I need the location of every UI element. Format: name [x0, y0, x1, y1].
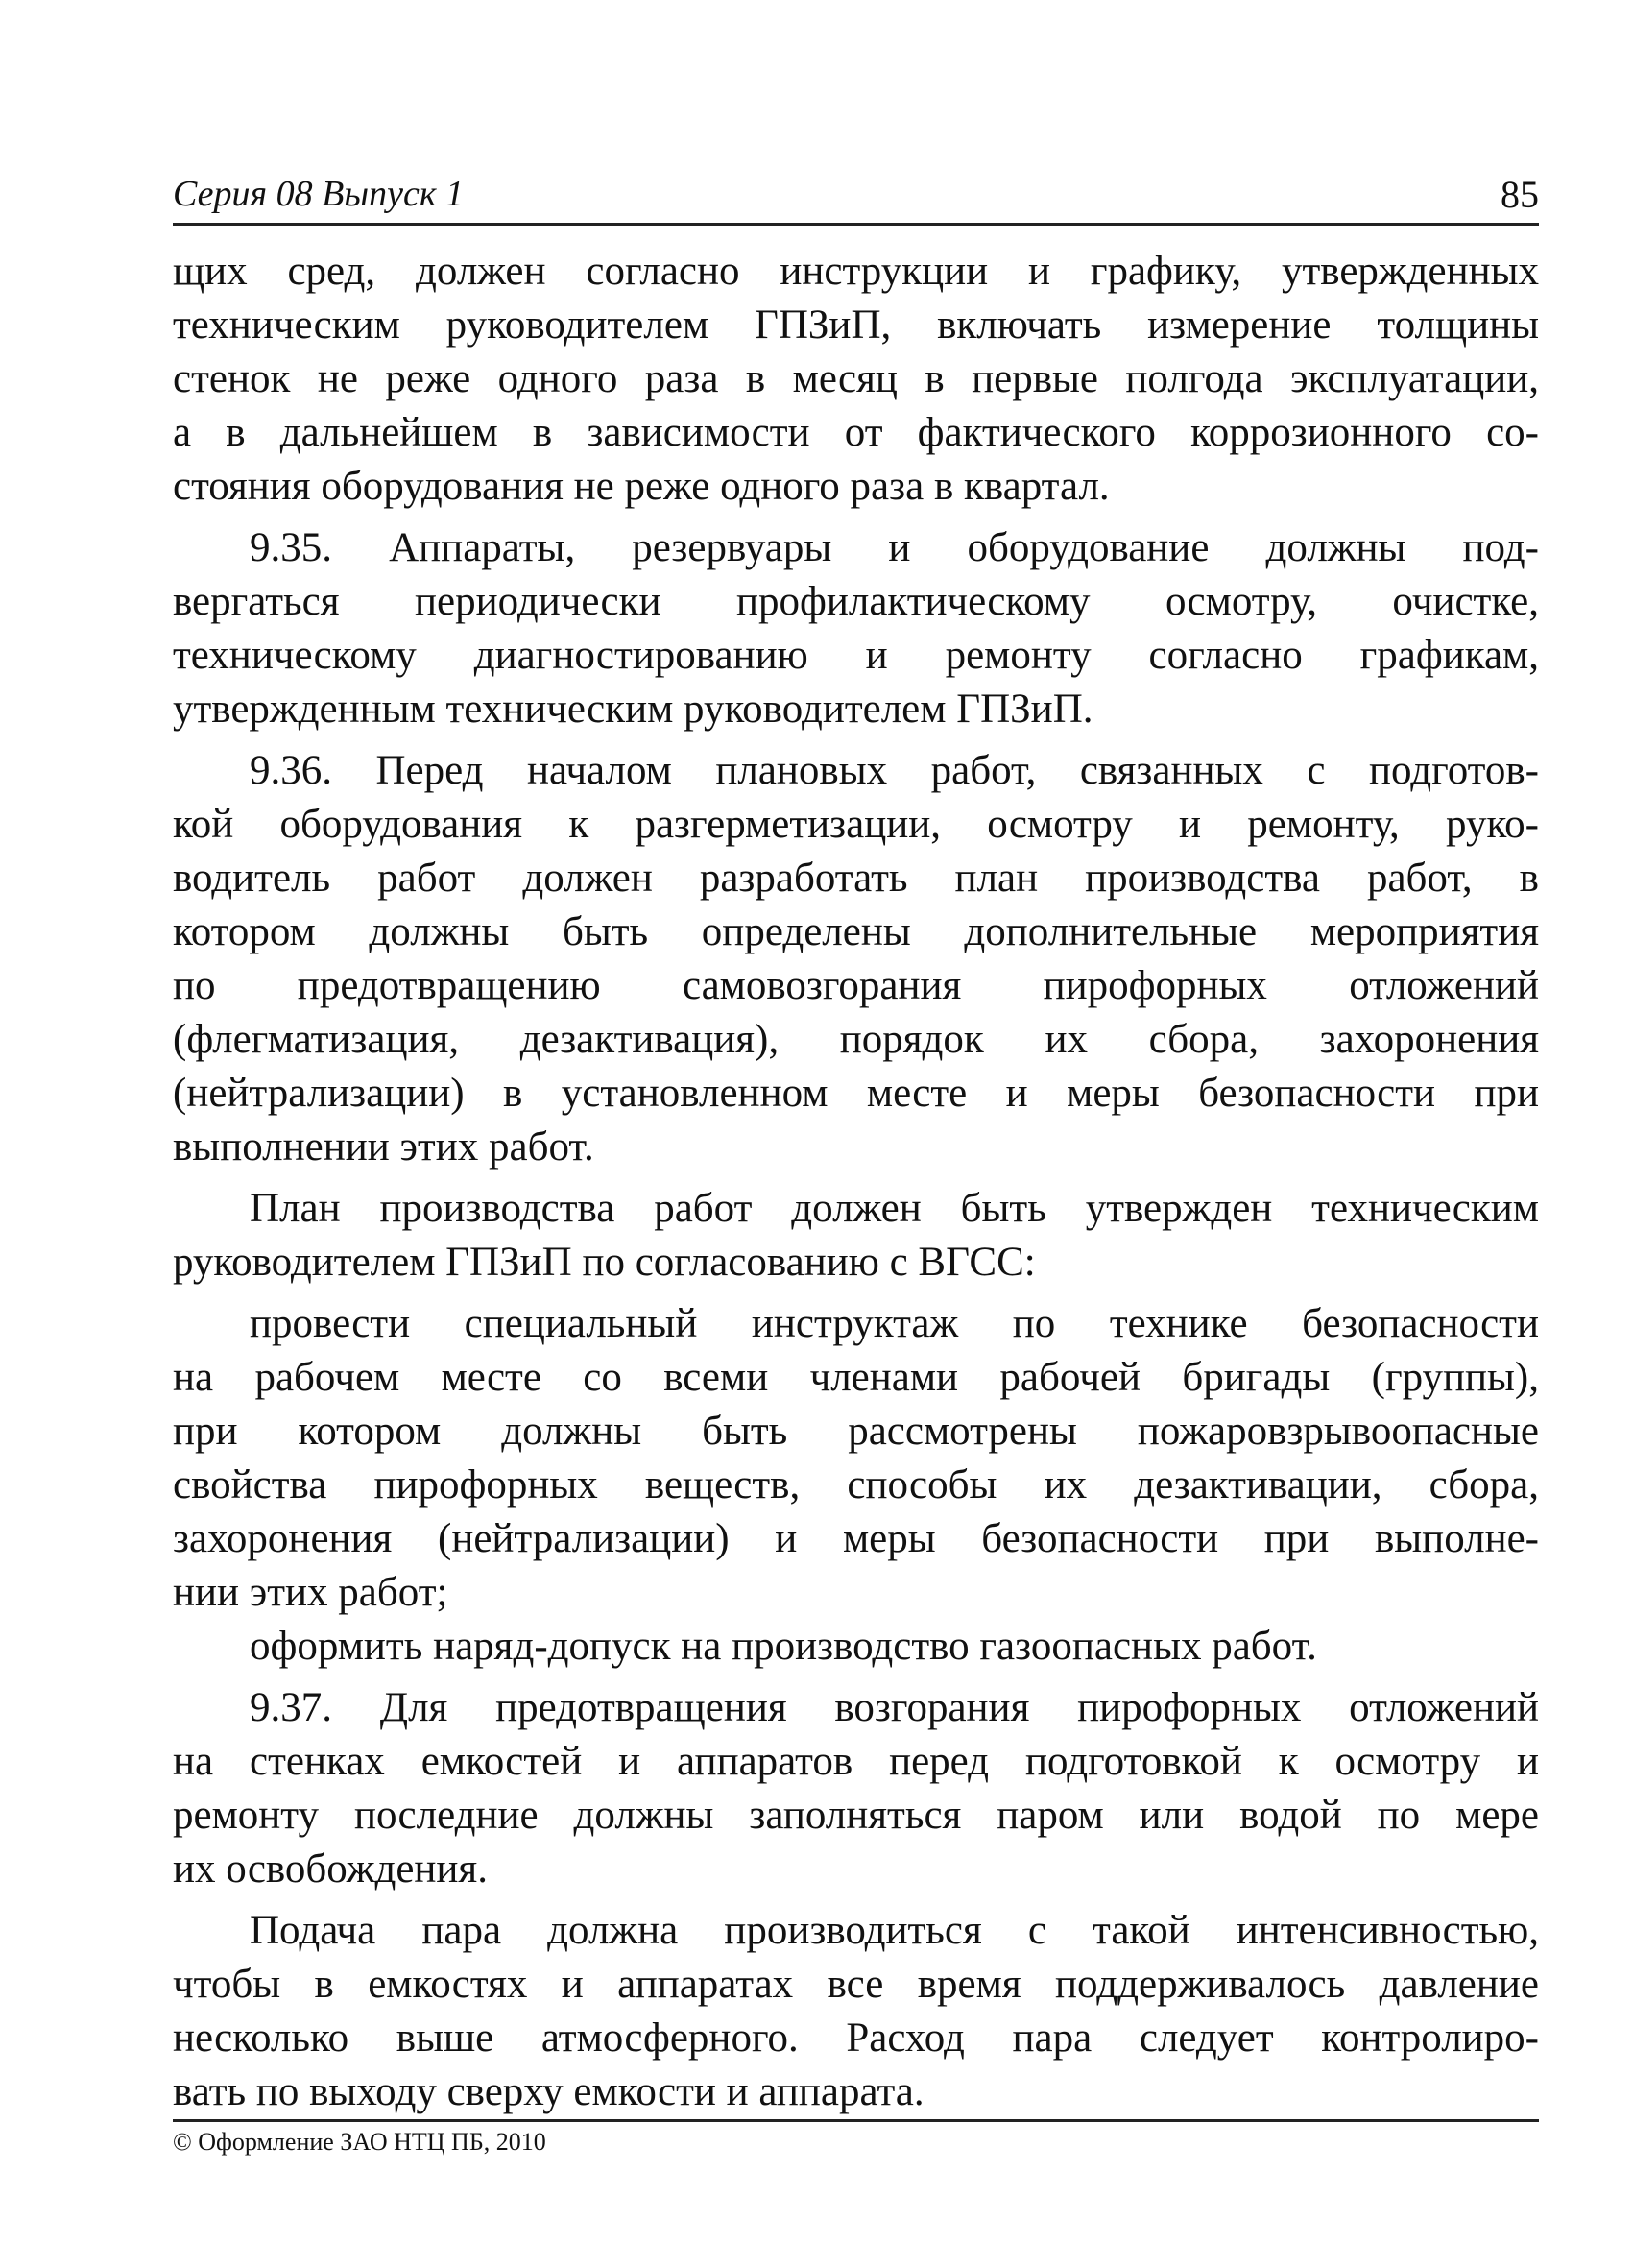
text-line: (нейтрализации) в установленном месте и меры безопасности при: [173, 1071, 1539, 1116]
text-line: техническому диагностированию и ремонту согласно графикам,: [173, 633, 1539, 678]
text-line: их освобождения.: [173, 1846, 488, 1892]
text-line: на рабочем месте со всеми членами рабочей бригады (группы),: [173, 1355, 1539, 1400]
text-line: а в дальнейшем в зависимости от фактического коррозионного со-: [173, 410, 1539, 455]
text-line: водитель работ должен разработать план производства работ, в: [173, 856, 1539, 901]
text-line: (флегматизация, дезактивация), порядок их сбора, захоронения: [173, 1017, 1539, 1062]
series-title: Серия 08 Выпуск 1: [173, 174, 465, 214]
text-line: провести специальный инструктаж по технике безопасности: [250, 1301, 1539, 1346]
text-line: несколько выше атмосферного. Расход пара следует контролиро-: [173, 2015, 1539, 2061]
footer-copyright: © Оформление ЗАО НТЦ ПБ, 2010: [173, 2128, 546, 2156]
text-line: котором должны быть определены дополнительные мероприятия: [173, 909, 1539, 954]
paragraph: [173, 1681, 1539, 1896]
text-line: кой оборудования к разгерметизации, осмотру и ремонту, руко-: [173, 802, 1539, 847]
paragraph: [173, 1904, 1539, 2119]
page-number: 85: [1501, 173, 1539, 216]
text-line: при котором должны быть рассмотрены пожаровзрывоопасные: [173, 1409, 1539, 1454]
text-line: вать по выходу сверху емкости и аппарата.: [173, 2069, 925, 2114]
text-line: захоронения (нейтрализации) и меры безопасности при выполне-: [173, 1516, 1539, 1561]
text-line: стояния оборудования не реже одного раза в квартал.: [173, 464, 1110, 509]
text-line: руководителем ГПЗиП по согласованию с ВГСС:: [173, 1240, 1036, 1285]
text-line: на стенках емкостей и аппаратов перед подготовкой к осмотру и: [173, 1739, 1539, 1784]
text-line: чтобы в емкостях и аппаратах все время поддерживалось давление: [173, 1962, 1539, 2007]
text-line: оформить наряд-допуск на производство газоопасных работ.: [250, 1624, 1317, 1669]
text-line: свойства пирофорных веществ, способы их дезактивации, сбора,: [173, 1462, 1539, 1508]
text-line: 9.36. Перед началом плановых работ, связанных с подготов-: [250, 748, 1539, 793]
paragraph: [173, 1620, 1539, 1674]
text-line: стенок не реже одного раза в месяц в первые полгода эксплуатации,: [173, 356, 1539, 401]
paragraph: [173, 1297, 1539, 1620]
document-body: [173, 245, 1539, 2127]
paragraph: [173, 744, 1539, 1174]
text-line: 9.35. Аппараты, резервуары и оборудование должны под-: [250, 525, 1539, 570]
text-line: вергаться периодически профилактическому осмотру, очистке,: [173, 579, 1539, 624]
paragraph: [173, 245, 1539, 514]
text-line: нии этих работ;: [173, 1570, 448, 1615]
page-header: [173, 169, 1539, 226]
text-line: техническим руководителем ГПЗиП, включать измерение толщины: [173, 302, 1539, 348]
paragraph: [173, 521, 1539, 736]
text-line: 9.37. Для предотвращения возгорания пирофорных отложений: [250, 1685, 1539, 1730]
footer-divider: [173, 2119, 1539, 2122]
text-line: выполнении этих работ.: [173, 1124, 594, 1170]
paragraph: [173, 1182, 1539, 1290]
text-line: по предотвращению самовозгорания пирофорных отложений: [173, 963, 1539, 1008]
text-line: План производства работ должен быть утвержден техническим: [250, 1186, 1539, 1231]
text-line: щих сред, должен согласно инструкции и графику, утвержденных: [173, 249, 1539, 294]
text-line: ремонту последние должны заполняться паром или водой по мере: [173, 1793, 1539, 1838]
text-line: Подача пара должна производиться с такой интенсивностью,: [250, 1908, 1539, 1953]
text-line: утвержденным техническим руководителем ГПЗиП.: [173, 687, 1093, 732]
